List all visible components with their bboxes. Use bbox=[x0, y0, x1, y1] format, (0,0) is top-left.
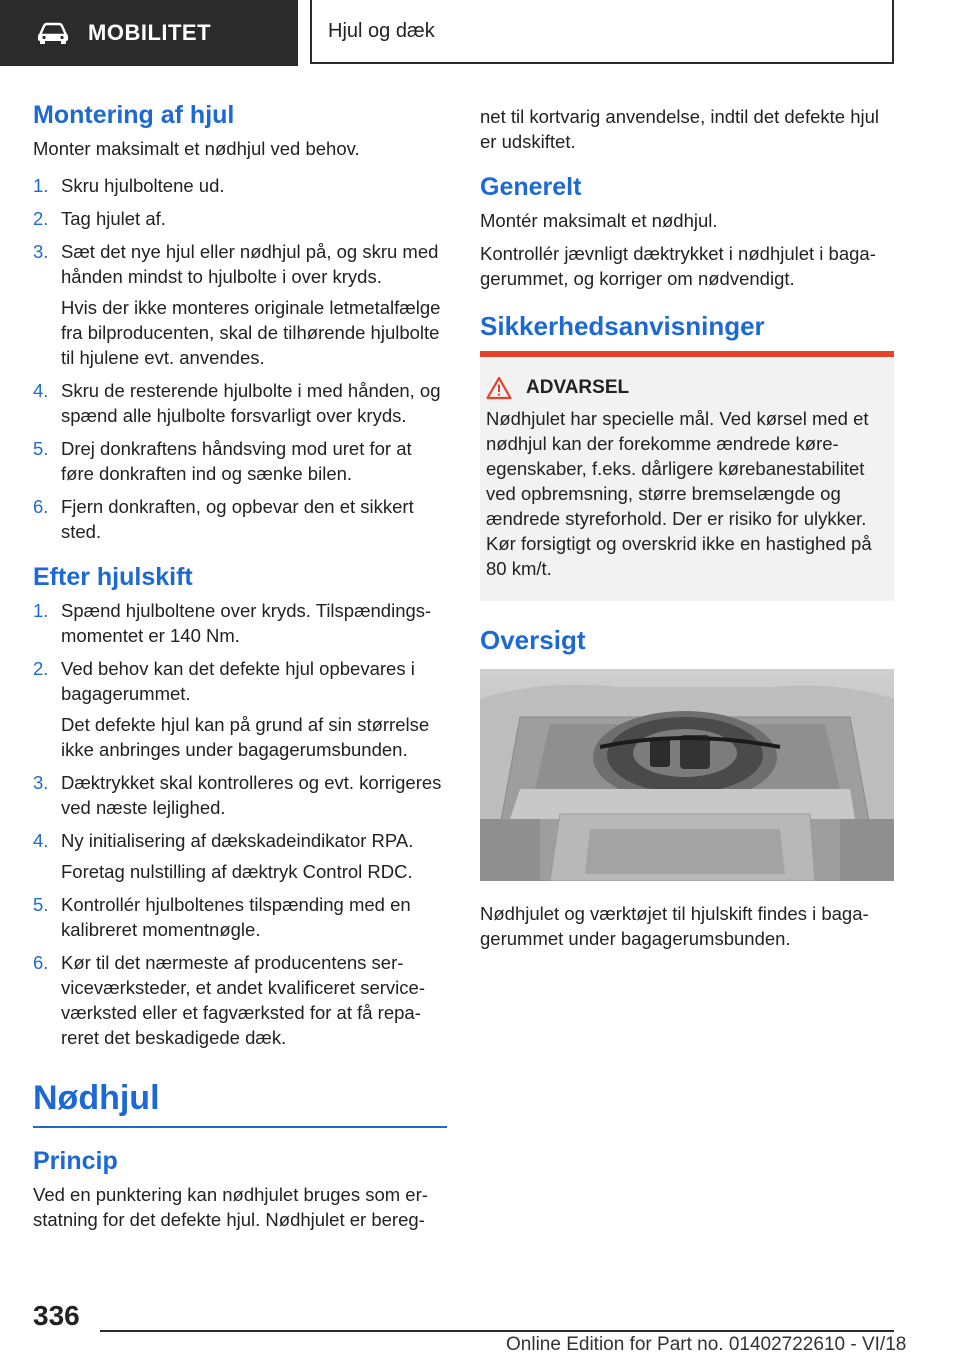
list-item-text: Tag hjulet af. bbox=[61, 208, 166, 229]
list-item-text: Dæktrykket skal kontrolleres og evt. korrigeres ved næste lejlighed. bbox=[61, 772, 442, 818]
general-p1: Montér maksimalt et nødhjul. bbox=[480, 210, 718, 231]
chapter-label: Hjul og dæk bbox=[328, 19, 435, 42]
trunk-spare-wheel-figure bbox=[480, 669, 894, 881]
list-item bbox=[33, 206, 447, 231]
list-item-number: 5. bbox=[33, 438, 49, 459]
mount-steps-list bbox=[33, 173, 447, 544]
list-item-number: 3. bbox=[33, 772, 49, 793]
list-item-number: 4. bbox=[33, 830, 49, 851]
list-item bbox=[33, 598, 447, 648]
edition-text: Online Edition for Part no. 01402722610 - VI/18 bbox=[506, 1334, 907, 1355]
chapter-header bbox=[310, 0, 894, 64]
warning-title: ADVARSEL bbox=[526, 377, 630, 398]
warning-text: Nødhjulet har specielle mål. Ved kørsel med et nødhjul kan der forekomme ændrede køreegenskaber, f.eks. dårligere kørebanestabilitet ved opbremsning, større bremselængde og ændrede styreforhold. Der er risiko for ulykker. Kør forsigtigt og overskrid ikke en hastighed på 80 km/t. bbox=[486, 408, 872, 579]
heading-overview: Oversigt bbox=[480, 625, 586, 655]
principle-continued: net til kortvarig anvendelse, indtil det defekte hjul er udskiftet. bbox=[480, 106, 880, 152]
list-item-text: Ved behov kan det defekte hjul opbevares i bagagerummet. bbox=[61, 658, 415, 704]
general-p2: Kontrollér jævnligt dæktrykket i nødhjulet i bagagerummet, og korriger om nødvendigt. bbox=[480, 243, 876, 289]
heading-rule bbox=[33, 1126, 447, 1128]
list-item-text: Skru hjulboltene ud. bbox=[61, 175, 225, 196]
figure-caption: Nødhjulet og værktøjet til hjulskift findes i bagagerummet under bagagerumsbunden. bbox=[480, 903, 869, 949]
principle-text: Ved en punktering kan nødhjulet bruges som erstatning for det defekte hjul. Nødhjulet er bereg- bbox=[33, 1184, 428, 1230]
list-item bbox=[33, 828, 447, 884]
list-item-number: 6. bbox=[33, 952, 49, 973]
warning-triangle-icon bbox=[486, 376, 512, 400]
heading-principle: Princip bbox=[33, 1147, 118, 1175]
list-item-text: Fjern donkraften, og opbevar den et sikkert sted. bbox=[61, 496, 414, 542]
list-item-number: 3. bbox=[33, 241, 49, 262]
section-tab bbox=[0, 0, 298, 66]
list-item bbox=[33, 770, 447, 820]
list-item bbox=[33, 494, 447, 544]
list-item bbox=[33, 892, 447, 942]
footer-rule bbox=[100, 1330, 894, 1332]
list-item-text: Skru de resterende hjulbolte i med hånden, og spænd alle hjulbolte forsvarligt over kryds. bbox=[61, 380, 441, 426]
list-item-number: 4. bbox=[33, 380, 49, 401]
section-label: MOBILITET bbox=[88, 20, 212, 45]
list-item-text: Drej donkraftens håndsving mod uret for at føre donkraften ind og sænke bilen. bbox=[61, 438, 412, 484]
after-steps-list bbox=[33, 598, 447, 1050]
list-item bbox=[33, 436, 447, 486]
list-item bbox=[33, 378, 447, 428]
mount-intro: Monter maksimalt et nødhjul ved behov. bbox=[33, 138, 360, 159]
left-column bbox=[33, 100, 447, 1240]
list-item bbox=[33, 656, 447, 762]
list-item-number: 6. bbox=[33, 496, 49, 517]
list-item-text: Sæt det nye hjul eller nødhjul på, og skru med hånden mindst to hjulbolte i over kryds. bbox=[61, 241, 439, 287]
list-item-number: 5. bbox=[33, 894, 49, 915]
heading-general: Generelt bbox=[480, 173, 582, 201]
right-column bbox=[480, 104, 894, 959]
list-item bbox=[33, 950, 447, 1050]
heading-mount-wheel: Montering af hjul bbox=[33, 101, 235, 129]
heading-safety: Sikkerhedsanvisninger bbox=[480, 311, 765, 341]
list-item-number: 1. bbox=[33, 175, 49, 196]
list-item bbox=[33, 239, 447, 370]
heading-spare-wheel: Nødhjul bbox=[33, 1079, 160, 1117]
heading-after-wheel-change: Efter hjulskift bbox=[33, 563, 193, 591]
page-number: 336 bbox=[33, 1300, 80, 1331]
list-item-text: Spænd hjulboltene over kryds. Tilspændingsmomentet er 140 Nm. bbox=[61, 600, 432, 646]
list-item-text: Kontrollér hjulboltenes tilspænding med en kalibreret momentnøgle. bbox=[61, 894, 411, 940]
list-item-number: 2. bbox=[33, 658, 49, 679]
list-item-note: Det defekte hjul kan på grund af sin størrelse ikke anbringes under bagagerumsbunden. bbox=[61, 714, 430, 760]
list-item-note: Foretag nulstilling af dæktryk Control RDC. bbox=[61, 861, 413, 882]
list-item-note: Hvis der ikke monteres originale letmetalfælge fra bilproducenten, skal de tilhørende hjulbolte til hjulene evt. anvendes. bbox=[61, 297, 441, 368]
warning-box bbox=[480, 357, 894, 601]
list-item-number: 1. bbox=[33, 600, 49, 621]
list-item-number: 2. bbox=[33, 208, 49, 229]
car-icon bbox=[36, 21, 70, 45]
list-item-text: Kør til det nærmeste af producentens serviceværksteder, et andet kvalificeret serviceværksted eller et fagværksted for at få repareret det beskadigede dæk. bbox=[61, 952, 425, 1048]
list-item-text: Ny initialisering af dækskadeindikator RPA. bbox=[61, 830, 414, 851]
list-item bbox=[33, 173, 447, 198]
